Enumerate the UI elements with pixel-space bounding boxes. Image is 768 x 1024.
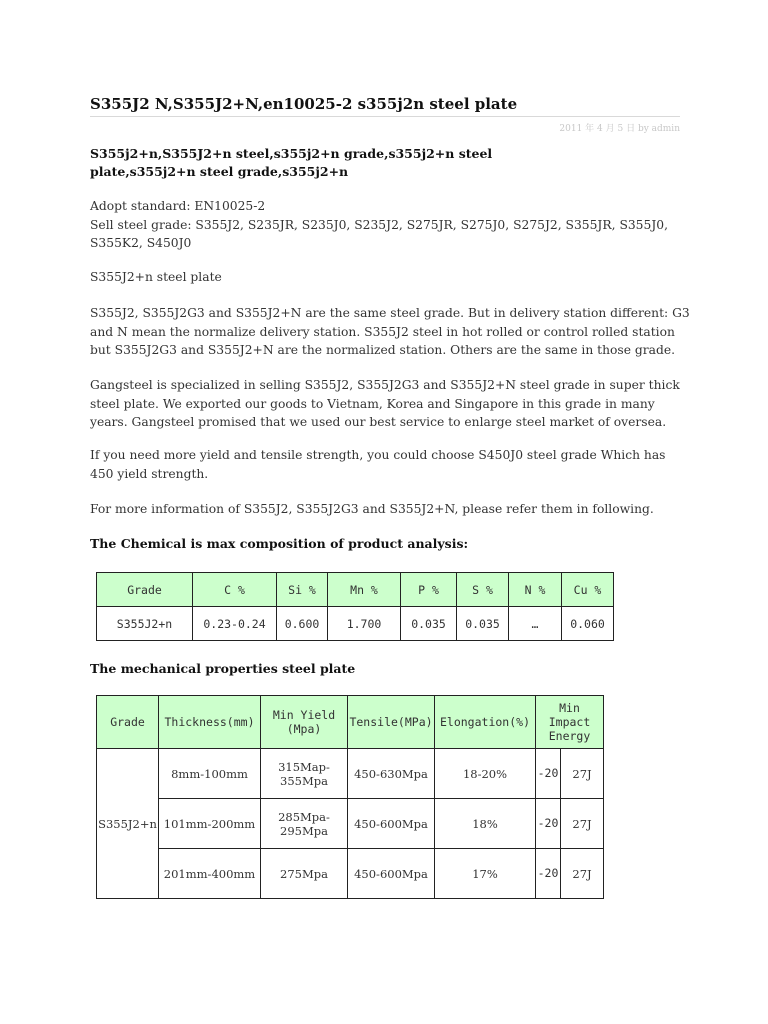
- paragraph-delivery: S355J2, S355J2G3 and S355J2+N are the same steel grade. But in delivery station different: G3 and N mean the normalize delivery station. S355J2 steel in hot rolled or control rolled station but S355J2G3 and S355J2+N are the normalized station. Others are the same in those grade.: [90, 306, 690, 357]
- table-header: Thickness(mm): [159, 696, 261, 749]
- sell-grades: Sell steel grade: S355J2, S235JR, S235J0, S235J2, S275JR, S275J0, S275J2, S355JR, S355J0, S355K2, S450J0: [90, 217, 668, 250]
- table-cell: 275Mpa: [261, 849, 348, 899]
- table-row: [97, 749, 604, 799]
- table-cell: 0.060: [562, 607, 614, 641]
- table-cell: 17%: [435, 849, 536, 899]
- post-meta: 2011 年 4 月 5 日 by admin: [559, 124, 680, 134]
- chemical-table: [96, 572, 614, 641]
- table-header: C %: [193, 573, 277, 607]
- table-cell: 0.035: [457, 607, 509, 641]
- page-title: S355J2 N,S355J2+N,en10025-2 s355j2n steel plate: [90, 95, 680, 117]
- table-header: N %: [509, 573, 562, 607]
- table-cell: 1.700: [328, 607, 401, 641]
- table-header: Si %: [277, 573, 328, 607]
- table-cell: 450-600Mpa: [348, 849, 435, 899]
- mechanical-heading: The mechanical properties steel plate: [90, 661, 356, 676]
- table-row: [97, 799, 604, 849]
- mechanical-table: [96, 695, 604, 899]
- paragraph-gangsteel: Gangsteel is specialized in selling S355J2, S355J2G3 and S355J2+N steel grade in super thick steel plate. We exported our goods to Vietnam, Korea and Singapore in this grade in many years. Gangsteel promised that we used our best service to enlarge steel market of oversea.: [90, 378, 680, 429]
- table-header: S %: [457, 573, 509, 607]
- table-header: Min Impact Energy: [536, 696, 604, 749]
- table-cell: 18%: [435, 799, 536, 849]
- chemical-heading: The Chemical is max composition of product analysis:: [90, 536, 469, 551]
- table-cell: 450-630Mpa: [348, 749, 435, 799]
- table-cell: 27J: [561, 749, 604, 799]
- adopt-standard: Adopt standard: EN10025-2: [90, 199, 266, 213]
- table-row: [97, 607, 614, 641]
- table-cell: -20: [536, 799, 561, 849]
- table-cell: 27J: [561, 849, 604, 899]
- table-cell: 8mm-100mm: [159, 749, 261, 799]
- table-cell: 285Mpa-295Mpa: [261, 799, 348, 849]
- table-header: Grade: [97, 573, 193, 607]
- table-cell: 0.035: [401, 607, 457, 641]
- grade-cell: S355J2+n: [97, 749, 159, 899]
- table-cell: 450-600Mpa: [348, 799, 435, 849]
- table-row: [97, 849, 604, 899]
- table-header: Grade: [97, 696, 159, 749]
- table-header: P %: [401, 573, 457, 607]
- plate-label: S355J2+n steel plate: [90, 270, 222, 284]
- table-header-row: [97, 696, 604, 749]
- table-header: Elongation(%): [435, 696, 536, 749]
- keywords-subheading: S355j2+n,S355J2+n steel,s355j2+n grade,s355j2+n steel plate,s355j2+n steel grade,s355j2+n: [90, 146, 493, 179]
- table-header: Cu %: [562, 573, 614, 607]
- table-cell: -20: [536, 749, 561, 799]
- table-header: Min Yield (Mpa): [261, 696, 348, 749]
- paragraph-yield: If you need more yield and tensile strength, you could choose S450J0 steel grade Which has 450 yield strength.: [90, 448, 666, 481]
- table-header: Tensile(MPa): [348, 696, 435, 749]
- table-cell: …: [509, 607, 562, 641]
- table-cell: 18-20%: [435, 749, 536, 799]
- table-cell: 101mm-200mm: [159, 799, 261, 849]
- table-header: Mn %: [328, 573, 401, 607]
- table-cell: 315Map-355Mpa: [261, 749, 348, 799]
- table-header-row: [97, 573, 614, 607]
- table-cell: 201mm-400mm: [159, 849, 261, 899]
- standard-block: [90, 197, 690, 253]
- table-cell: 27J: [561, 799, 604, 849]
- table-cell: S355J2+n: [97, 607, 193, 641]
- paragraph-more-info: For more information of S355J2, S355J2G3 and S355J2+N, please refer them in following.: [90, 502, 654, 516]
- table-cell: 0.23-0.24: [193, 607, 277, 641]
- table-cell: 0.600: [277, 607, 328, 641]
- table-cell: -20: [536, 849, 561, 899]
